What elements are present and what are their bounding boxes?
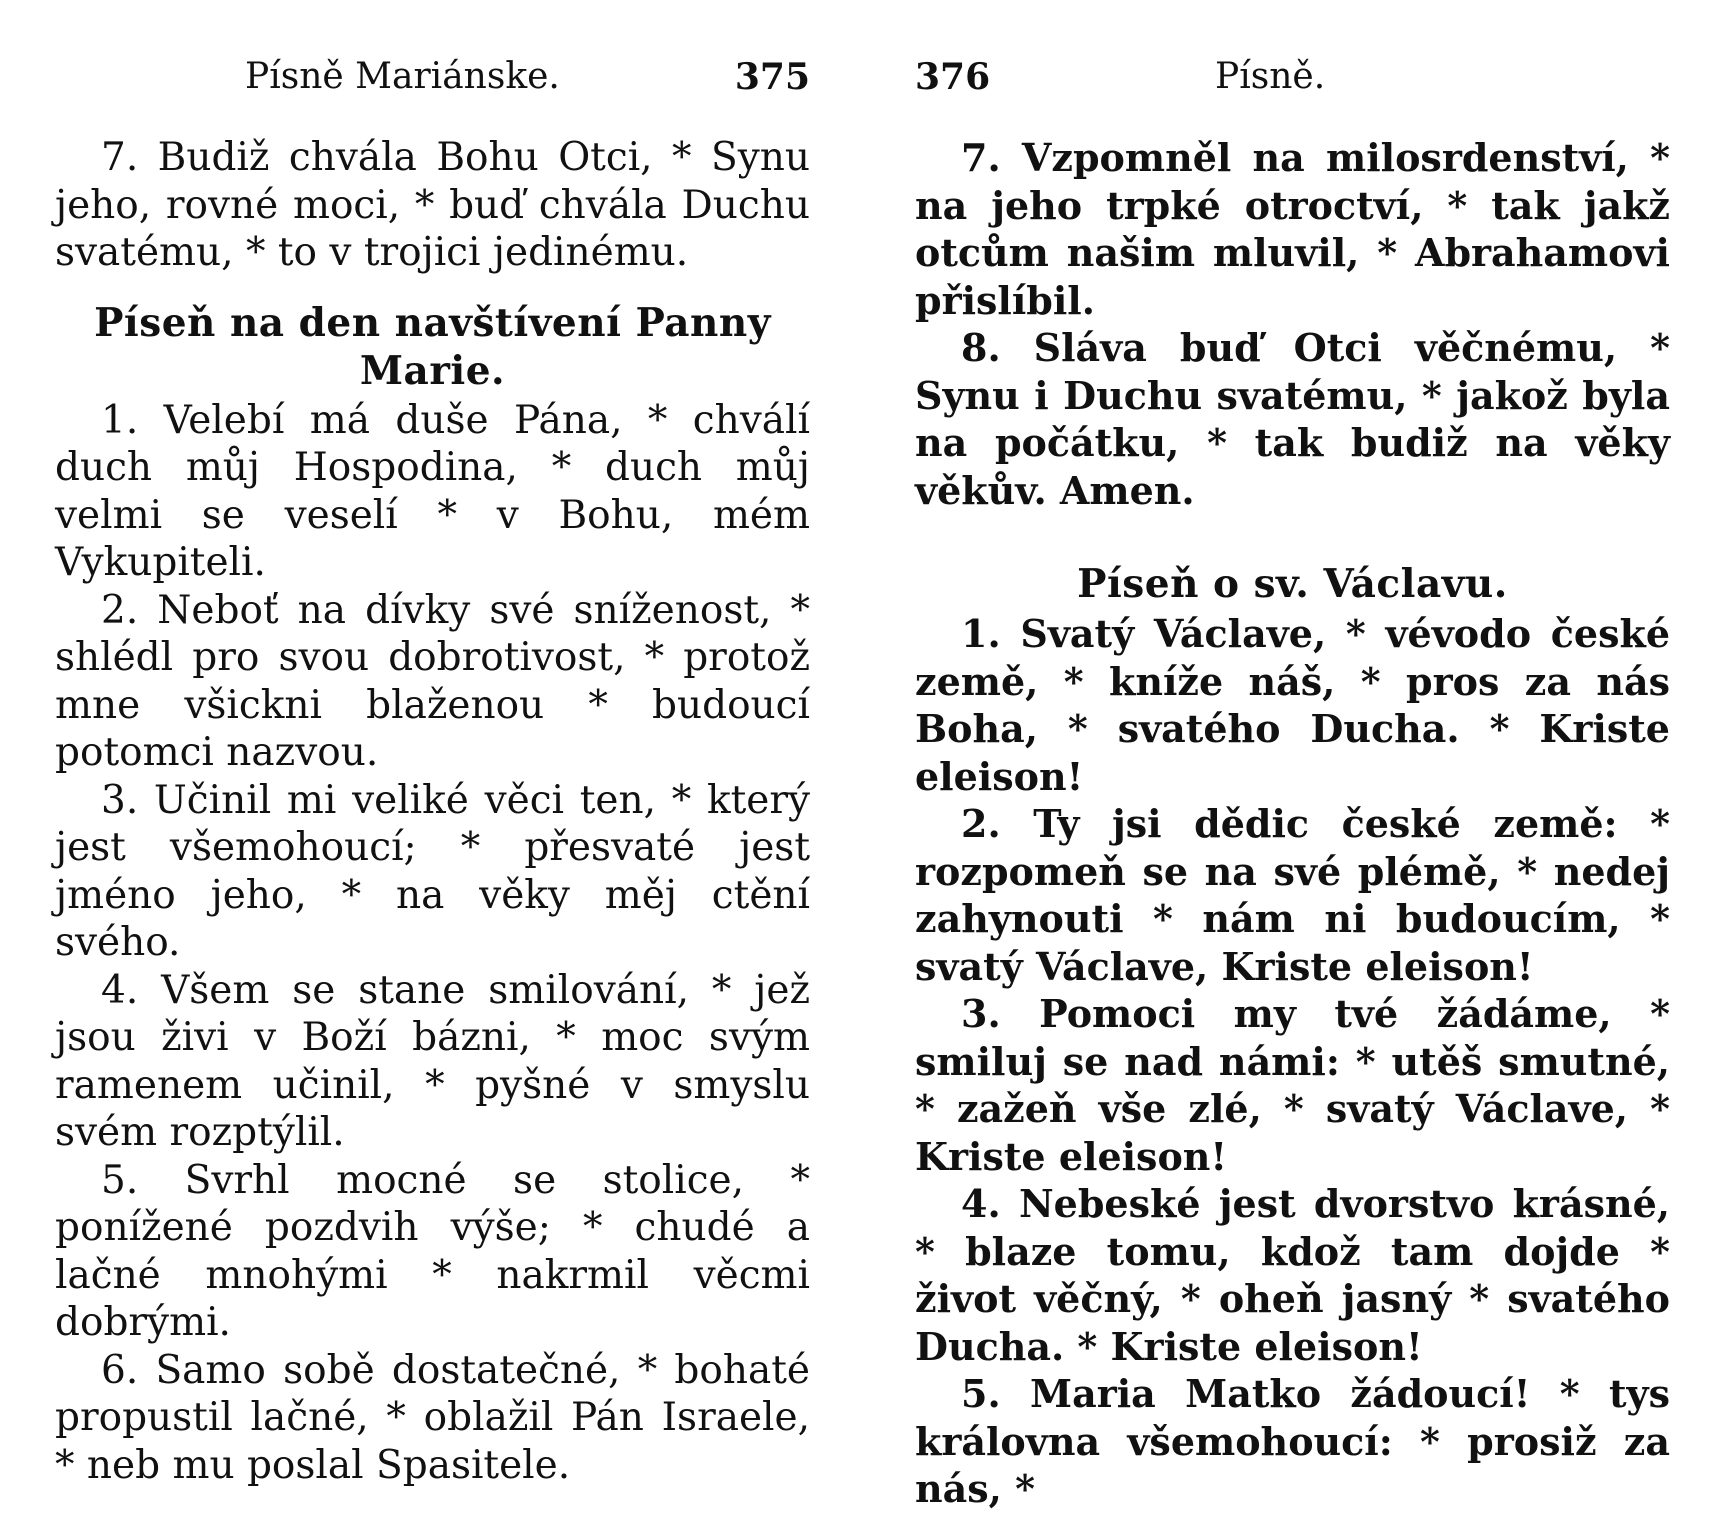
left-body-text bbox=[55, 134, 810, 1489]
right-stanza-4: 4. Nebeské jest dvorstvo krásné, * blaze tomu, kdož tam dojde * život věčný, * oheň jasný * svatého Ducha. * Kriste eleison! bbox=[915, 1181, 1670, 1369]
right-body-text bbox=[915, 134, 1670, 1513]
left-stanza-4: 4. Všem se stane smilování, * jež jsou živi v Boží bázni, * moc svým ramenem učinil, * pyšné v smyslu svém rozptýlil. bbox=[55, 967, 810, 1155]
left-page bbox=[55, 0, 810, 1500]
right-stanza-2: 2. Ty jsi dědic české země: * rozpomeň se na své plémě, * nedej zahynouti * nám ni budoucím, * svatý Václave, Kriste eleison! bbox=[915, 801, 1670, 989]
right-stanza-8: 8. Sláva buď Otci věčnému, * Synu i Duchu svatému, * jakož byla na počátku, * tak budiž na věky věkův. Amen. bbox=[915, 325, 1670, 513]
left-running-title: Písně Mariánske. bbox=[245, 56, 560, 97]
left-stanza-5: 5. Svrhl mocné se stolice, * ponížené pozdvih výše; * chudé a lačné mnohými * nakrmil věcmi dobrými. bbox=[55, 1157, 810, 1345]
left-running-head bbox=[55, 42, 810, 112]
left-stanza-6: 6. Samo sobě dostatečné, * bohaté propustil lačné, * oblažil Pán Israele, * neb mu poslal Spasitele. bbox=[55, 1347, 810, 1488]
left-stanza-3: 3. Učinil mi veliké věci ten, * který jest všemohoucí; * přesvaté jest jméno jeho, * na věky měj ctění svého. bbox=[55, 777, 810, 965]
left-page-number: 375 bbox=[734, 56, 810, 98]
right-stanza-7: 7. Vzpomněl na milosrdenství, * na jeho trpké otroctví, * tak jakž otcům našim mluvil, * Abrahamovi přislíbil. bbox=[915, 135, 1670, 323]
right-page-number: 376 bbox=[915, 56, 991, 98]
right-running-title: Písně. bbox=[1215, 56, 1326, 97]
right-page bbox=[915, 0, 1670, 1511]
right-running-head bbox=[915, 42, 1670, 112]
right-stanza-1: 1. Svatý Václave, * vévodo české země, * kníže náš, * pros za nás Boha, * svatého Ducha. * Kriste eleison! bbox=[915, 611, 1670, 799]
right-stanza-3: 3. Pomoci my tvé žádáme, * smiluj se nad námi: * utěš smutné, * zažeň vše zlé, * svatý Václave, * Kriste eleison! bbox=[915, 991, 1670, 1179]
right-song-heading: Píseň o sv. Václavu. bbox=[1077, 561, 1508, 607]
left-stanza-2: 2. Neboť na dívky své sníženost, * shlédl pro svou dobrotivost, * protož mne všickni blaženou * budoucí potomci nazvou. bbox=[55, 587, 810, 775]
left-stanza-7: 7. Budiž chvála Bohu Otci, * Synu jeho, rovné moci, * buď chvála Duchu svatému, * to v trojici jedinému. bbox=[55, 135, 810, 275]
right-stanza-5: 5. Maria Matko žádoucí! * tys královna všemohoucí: * prosiž za nás, * bbox=[915, 1371, 1670, 1511]
left-song-heading: Píseň na den navštívení Panny Marie. bbox=[94, 299, 771, 394]
left-stanza-1: 1. Velebí má duše Pána, * chválí duch můj Hospodina, * duch můj velmi se veselí * v Bohu, mém Vykupiteli. bbox=[55, 397, 810, 585]
